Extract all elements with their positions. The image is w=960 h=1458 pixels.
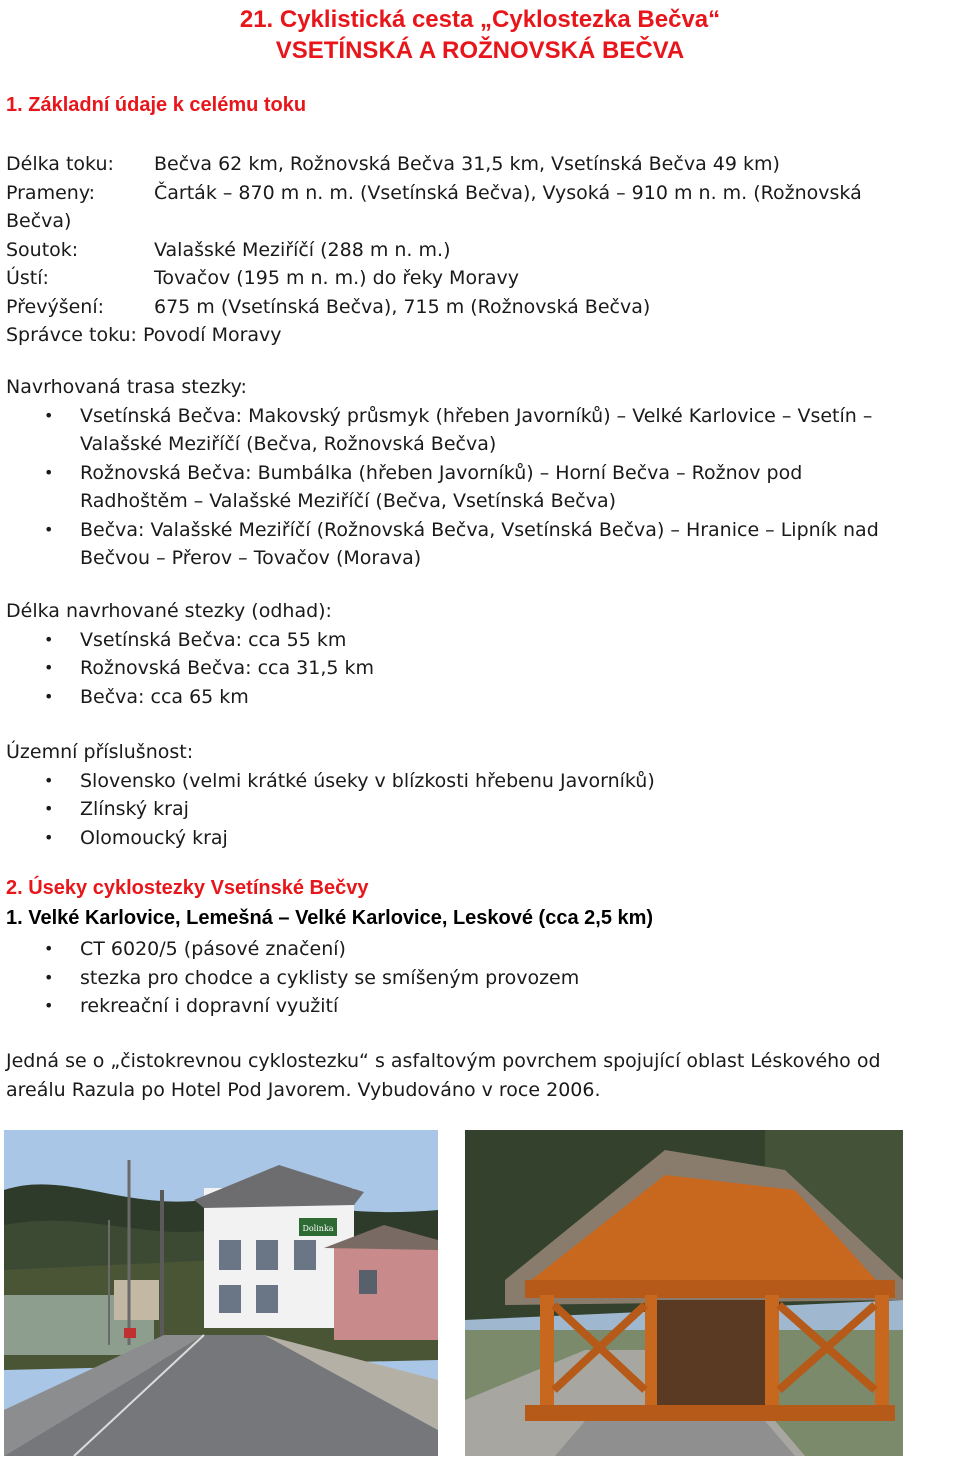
list-item: • rekreační i dopravní využití: [6, 992, 956, 1021]
fact-label: Délka toku:: [6, 153, 114, 175]
length-list: [6, 626, 956, 712]
section-heading-2: 2. Úseky cyklostezky Vsetínské Bečvy: [6, 877, 369, 899]
fact-label: Správce toku:: [6, 324, 137, 346]
photo-street: [4, 1130, 438, 1456]
section2-list: [6, 935, 956, 1021]
list-item: • Olomoucký kraj: [6, 824, 956, 853]
list-item-line: • Bečva: Valašské Meziříčí (Rožnovská Bečva, Vsetínská Bečva) – Hranice – Lipník nad: [80, 518, 879, 541]
fact-row: [6, 236, 946, 265]
fact-value: 675 m (Vsetínská Bečva), 715 m (Rožnovská Bečva): [154, 295, 651, 318]
fact-label: Soutok:: [6, 238, 79, 261]
photo-bridge-image: [465, 1130, 903, 1456]
fact-row: [6, 179, 946, 208]
list-item: • CT 6020/5 (pásové značení): [6, 935, 956, 964]
route-block: [6, 373, 956, 573]
list-item-line: • Vsetínská Bečva: Makovský průsmyk (hřeben Javorníků) – Velké Karlovice – Vsetín –: [80, 404, 873, 427]
fact-label: Ústí:: [6, 267, 49, 289]
list-item-line: • Rožnovská Bečva: Bumbálka (hřeben Javorníků) – Horní Bečva – Rožnov pod: [80, 461, 803, 484]
page-title: [190, 4, 770, 66]
route-list: [6, 402, 956, 573]
section-subheading: 1. Velké Karlovice, Lemešná – Velké Karlovice, Leskové (cca 2,5 km): [6, 907, 654, 929]
photo-bridge: [465, 1130, 903, 1456]
list-item: [6, 459, 956, 516]
territory-block: [6, 738, 956, 852]
list-item: • Rožnovská Bečva: cca 31,5 km: [6, 654, 956, 683]
fact-value-continued: Bečva): [6, 210, 72, 232]
list-item-line: Bečvou – Přerov – Tovačov (Morava): [80, 547, 422, 569]
list-item: • Slovensko (velmi krátké úseky v blízkosti hřebenu Javorníků): [6, 767, 956, 796]
territory-heading: Územní příslušnost:: [6, 741, 194, 763]
list-item-line: Radhoštěm – Valašské Meziříčí (Bečva, Vsetínská Bečva): [80, 490, 617, 512]
fact-value: Tovačov (195 m n. m.) do řeky Moravy: [154, 267, 520, 289]
list-item-line: Valašské Meziříčí (Bečva, Rožnovská Bečva): [80, 433, 497, 455]
fact-value: Povodí Moravy: [142, 324, 282, 346]
title-line-1: 21. Cyklistická cesta „Cyklostezka Bečva“: [239, 6, 721, 33]
length-block: [6, 597, 956, 711]
fact-value: Bečva 62 km, Rožnovská Bečva 31,5 km, Vsetínská Bečva 49 km): [154, 153, 780, 175]
description: [6, 1047, 956, 1104]
photo-sign-text: Dolinka: [302, 1224, 334, 1233]
list-item: • stezka pro chodce a cyklisty se smíšeným provozem: [6, 964, 956, 993]
title-line-2: VSETÍNSKÁ A ROŽNOVSKÁ BEČVA: [275, 37, 685, 64]
list-item: • Bečva: cca 65 km: [6, 683, 956, 712]
route-heading: Navrhovaná trasa stezky:: [6, 376, 247, 398]
length-heading: Délka navrhované stezky (odhad):: [6, 600, 332, 622]
fact-value: Čarták – 870 m n. m. (Vsetínská Bečva), Vysoká – 910 m n. m. (Rožnovská: [154, 181, 862, 204]
description-line: Jedná se o „čistokrevnou cyklostezku“ s asfaltovým povrchem spojující oblast Léskového od: [6, 1050, 881, 1072]
list-item: [6, 516, 956, 573]
fact-value: Valašské Meziříčí (288 m n. m.): [154, 238, 451, 261]
description-line: areálu Razula po Hotel Pod Javorem. Vybudováno v roce 2006.: [6, 1078, 601, 1101]
section2-block: [6, 935, 956, 1021]
territory-list: [6, 767, 956, 853]
photo-street-image: [4, 1130, 438, 1456]
fact-row: [6, 293, 946, 322]
fact-row: [6, 150, 946, 179]
fact-row: [6, 264, 946, 293]
list-item: • Zlínský kraj: [6, 795, 956, 824]
fact-row: [6, 321, 946, 350]
fact-label: Prameny:: [6, 181, 96, 204]
section-heading-1: 1. Základní údaje k celému toku: [6, 94, 307, 116]
list-item: • Vsetínská Bečva: cca 55 km: [6, 626, 956, 655]
list-item: [6, 402, 956, 459]
fact-label: Převýšení:: [6, 295, 105, 318]
facts-block: [6, 150, 946, 350]
